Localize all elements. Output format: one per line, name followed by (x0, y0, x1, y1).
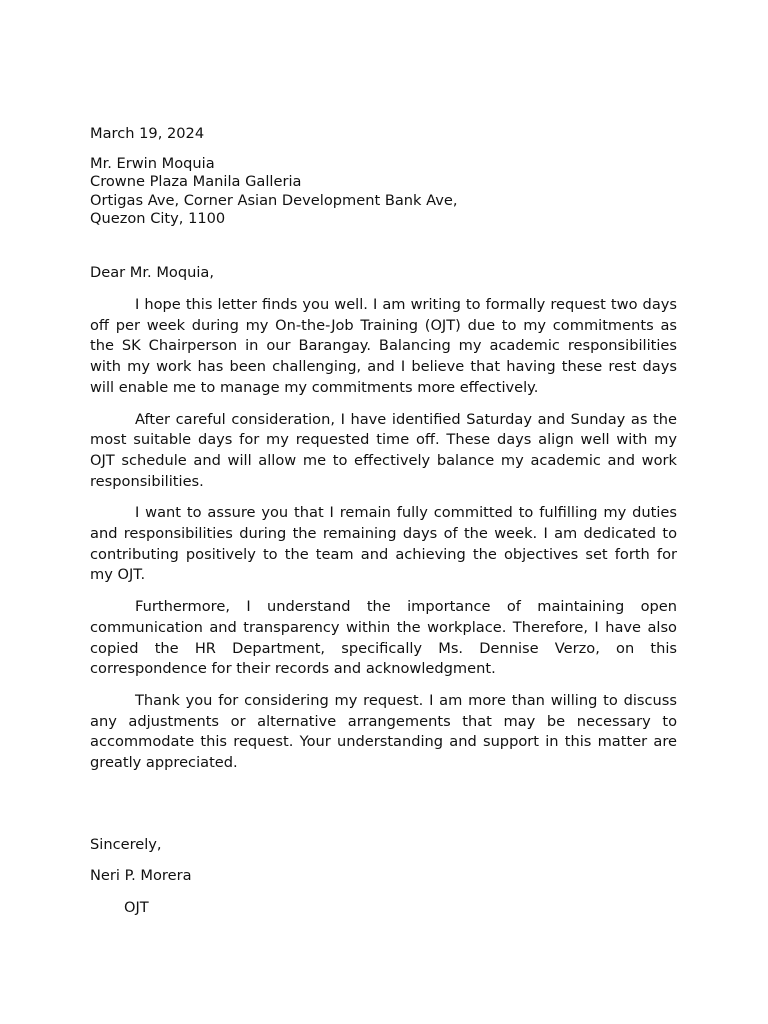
signer-name: Neri P. Morera (90, 867, 192, 884)
body-paragraph: After careful consideration, I have identified Saturday and Sunday as the most suitable days for my requested time off. These days align well with my OJT schedule and will allow me to effectively balance my academic and work responsibilities. (90, 410, 677, 490)
recipient-address (90, 155, 458, 228)
recipient-name: Mr. Erwin Moquia (90, 155, 215, 172)
body-paragraph: I want to assure you that I remain fully committed to fulfilling my duties and responsibilities during the remaining days of the week. I am dedicated to contributing positively to the team and achieving the objectives set forth for my OJT. (90, 504, 677, 584)
recipient-street: Ortigas Ave, Corner Asian Development Bank Ave, (90, 191, 458, 209)
signer-title: OJT (124, 899, 149, 916)
body-paragraph: Thank you for considering my request. I am more than willing to discuss any adjustments or alternative arrangements that may be necessary to accommodate this request. Your understanding and support in this matter are greatly appreciated. (90, 691, 677, 772)
body-paragraph: I hope this letter finds you well. I am writing to formally request two days off per week during my On-the-Job Training (OJT) due to my commitments as the SK Chairperson in our Barangay. Balancing my academic responsibilities with my work has been challenging, and I believe that having these rest days will enable me to manage my commitments more effectively. (90, 296, 677, 396)
body-paragraph: Furthermore, I understand the importance of maintaining open communication and transparency within the workplace. Therefore, I have also copied the HR Department, specifically Ms. Dennise Verzo, on this correspondence for their records and acknowledgment. (90, 598, 677, 678)
letter-date: March 19, 2024 (90, 125, 205, 142)
recipient-city: Quezon City, 1100 (90, 209, 226, 227)
recipient-company: Crowne Plaza Manila Galleria (90, 173, 302, 191)
letter-body (90, 295, 677, 785)
salutation: Dear Mr. Moquia, (90, 264, 214, 281)
complimentary-close: Sincerely, (90, 836, 162, 853)
